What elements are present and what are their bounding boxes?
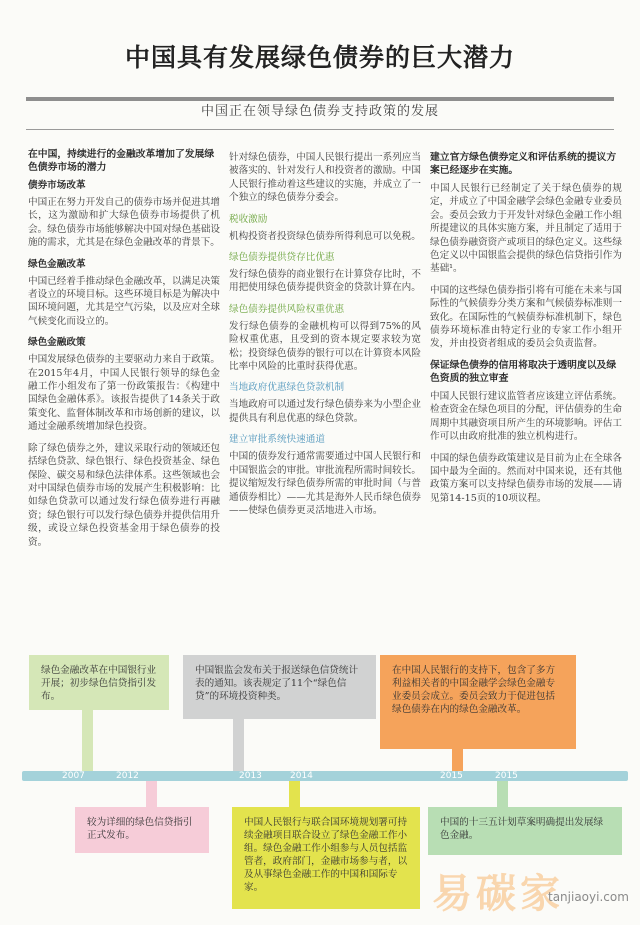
paragraph: 中国正在努力开发自己的债券市场并促进其增长，这为激励和扩大绿色债券市场提供了机会。绿色债券市场能够解决中国对绿色基础设施的需求，尤其是在绿色金融改革的背景下。 [28,197,220,249]
paragraph: 机构投资者投资绿色债券所得利息可以免税。 [229,230,421,242]
year-label: 2007 [62,771,85,781]
watermark-logo [432,862,632,918]
subtitle-rule [26,129,614,130]
paragraph: 中国的债券发行通常需要通过中国人民银行和中国银监会的审批。审批流程所需时间较长。提议缩短发行绿色债券所需的审批时间（与普通债券相比）——尤其是海外人民币绿色债券——使绿色债券更灵活地进入市场。 [229,451,421,516]
section-heading: 绿色金融政策 [28,337,86,349]
paragraph: 中国的绿色债券政策建议是目前为止在全球各国中最为全面的。然而对中国来说，还有其他政策方案可以支持绿色债券市场的发展——请见第14-15页的10项议程。 [430,452,622,504]
paragraph: 针对绿色债券，中国人民银行提出一系列应当被落实的、针对发行人和投资者的激励。中国人民银行推动着这些建议的实施，并成立了一个独立的绿色债券分委会。 [229,152,421,204]
page-title: 中国具有发展绿色债券的巨大潜力 [124,43,515,72]
page-subtitle: 中国正在领导绿色债券支持政策的发展 [200,104,439,119]
subheading: 建立审批系统快速通道 [229,434,325,446]
timeline-event: 中国银监会发布关于报送绿色信贷统计表的通知。该表规定了11个“绿色信贷”的环境投资种类。 [183,655,376,719]
year-label: 2014 [290,771,313,781]
column-2 [229,151,421,525]
year-label: 2012 [116,771,139,781]
paragraph: 中国已经着手推动绿色金融改革，以满足决策者设立的环境目标。这些环境目标是为解决中国环境问题，尤其是空气污染，以及应对全球气候变化而设立的。 [28,275,220,327]
title-rule [26,97,614,101]
paragraph: 中国人民银行已经制定了关于绿色债券的规定，并成立了中国金融学会绿色金融专业委员会。委员会致力于开发针对绿色金融工作小组所提建议的具体实施方案，并且制定了适用于绿色债券融资资产或项目的绿色定义。这些绿色定义以中国银监会提供的绿色信贷指引作为基础¹。 [430,183,622,275]
timeline-event: 较为详细的绿色信贷指引正式发布。 [75,807,209,853]
timeline-connector [289,781,300,807]
paragraph: 中国人民银行建议监管者应该建立评估系统。检查资金在绿色项目的分配，评估债券的生命周期中其融资项目所产生的环境影响。评估工作可以由政府批准的独立机构进行。 [430,390,622,443]
timeline-event: 中国的十三五计划草案明确提出发展绿色金融。 [428,807,622,855]
section-heading: 保证绿色债券的信用将取决于透明度以及绿色资质的独立审查 [430,359,617,384]
watermark-brand: 易碳家 [432,871,564,917]
column-3 [430,151,622,513]
watermark-site: tanjiaoyi.com [548,890,629,904]
year-label: 2015 [495,771,518,781]
subheading: 绿色债券提供风险权重优惠 [229,303,345,315]
timeline-connector [452,749,463,771]
subheading: 绿色债券提供贷存比优惠 [229,252,335,264]
subheading: 税收激励 [229,213,268,225]
paragraph: 当地政府可以通过发行绿色债券来为小型企业提供具有利息优惠的绿色贷款。 [229,399,421,424]
year-label: 2013 [239,771,262,781]
column-1 [28,148,220,557]
intro-heading: 在中国，持续进行的金融改革增加了发展绿色债券市场的潜力 [28,149,215,173]
paragraph: 中国发展绿色债券的主要驱动力来自于政策。在2015年4月，中国人民银行领导的绿色金融工作小组发布了第一份政策报告：《构建中国绿色金融体系》。该报告提供了14条关于政策变化、监督体制改革和市场创新的建议，以通过金融系统增加绿色投资。 [28,354,220,433]
paragraph: 发行绿色债券的金融机构可以得到75%的风险权重优惠，且受到的资本规定要求较为宽松；投资绿色债券的银行可以在计算资本风险比率中风险的比重时获得优惠。 [229,320,421,373]
paragraph: 除了绿色债券之外，建议采取行动的领域还包括绿色贷款、绿色银行、绿色投资基金、绿色保险、碳交易和绿色法律体系。这些领域也会对中国绿色债券市场的发展产生积极影响：比如绿色贷款可以通过发行绿色债券进行再融资；绿色银行可以发行绿色债券并提供信用升级，或设立绿色投资基金用于绿色债券的投资。 [28,442,220,548]
timeline-event: 中国人民银行与联合国环境规划署可持续金融项目联合设立了绿色金融工作小组。绿色金融工作小组参与人员包括监管者，政府部门，金融市场参与者，以及从事绿色金融工作的中国和国际专家。 [232,807,420,909]
timeline-connector [82,710,93,771]
timeline-event: 在中国人民银行的支持下，包含了多方利益相关者的中国金融学会绿色金融专业委员会成立。委员会致力于促进包括绿色债券在内的绿色金融改革。 [380,655,576,749]
timeline-event: 绿色金融改革在中国银行业开展；初步绿色信贷指引发布。 [29,655,169,710]
timeline-connector [146,781,157,807]
section-heading: 建立官方绿色债券定义和评估系统的提议方案已经逐步在实施。 [430,152,617,176]
section-heading: 债券市场改革 [28,180,86,191]
paragraph: 发行绿色债券的商业银行在计算贷存比时，不用把使用绿色债券提供资金的贷款计算在内。 [229,269,421,294]
paragraph: 中国的这些绿色债券指引将有可能在未来与国际性的气候债券分类方案和气候债券标准则一致化。在国际性的气候债券标准机制下，绿色债券环境标准由特定行业的专家工作小组开发，并由投资者组成的委员会负责监督。 [430,284,622,350]
timeline-connector [233,719,244,771]
timeline-bar [22,771,628,781]
section-heading: 绿色金融改革 [28,258,86,270]
timeline-connector [497,781,508,807]
year-label: 2015 [440,771,463,781]
subheading: 当地政府优惠绿色贷款机制 [229,382,345,394]
